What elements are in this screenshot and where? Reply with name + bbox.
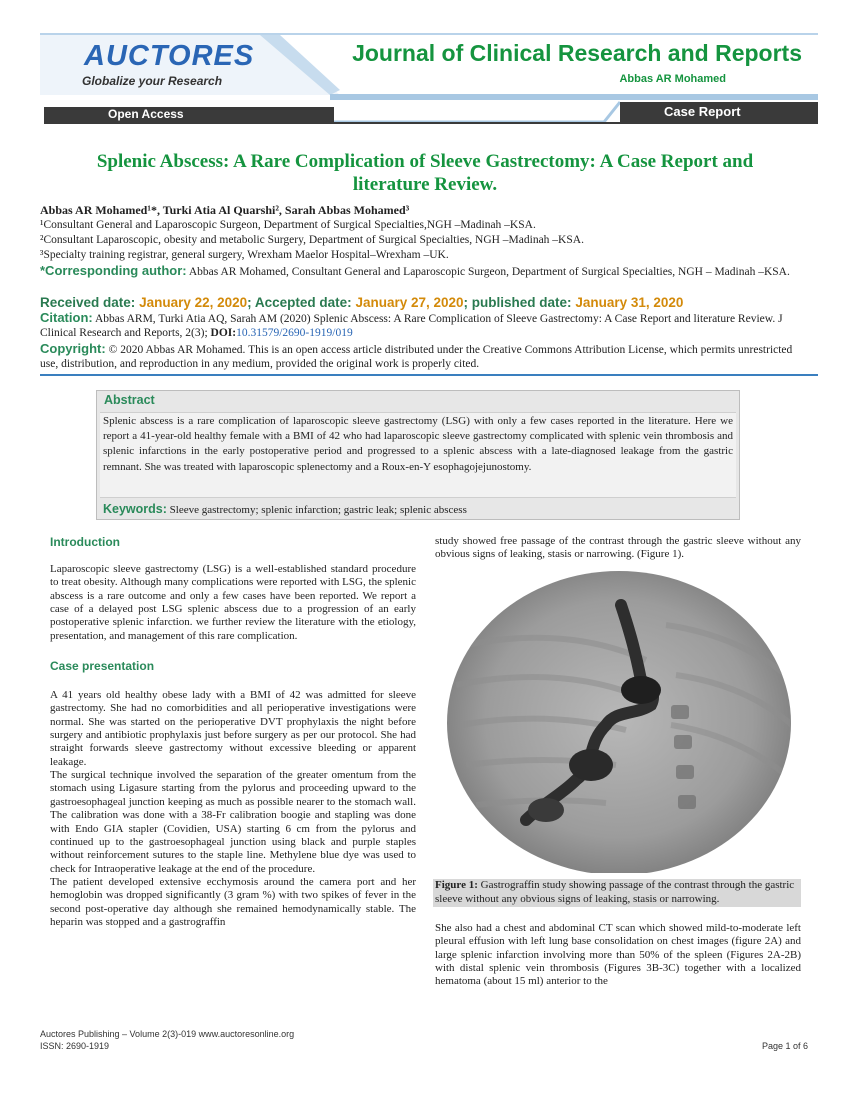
accepted-label: Accepted date: — [254, 295, 352, 310]
right-paragraph-1: study showed free passage of the contrast through the gastric sleeve without any obvious signs of leaking, stasis or narrowing. (Figure 1). — [435, 535, 801, 561]
abstract-heading: Abstract — [104, 393, 155, 407]
page-number: Page 1 of 6 — [761, 1041, 808, 1051]
footer-publisher: Auctores Publishing – Volume 2(3)-019 www.auctoresonline.org — [40, 1029, 295, 1039]
keywords-text: Sleeve gastrectomy; splenic infarction; gastric leak; splenic abscess — [169, 504, 467, 516]
copyright-label: Copyright: — [40, 341, 106, 356]
section-divider — [40, 374, 818, 376]
open-access-bar — [44, 107, 334, 122]
doi-label: DOI: — [210, 327, 237, 339]
accepted-date: January 27, 2020 — [355, 295, 464, 310]
figure-caption-label: Figure 1: — [435, 879, 478, 891]
received-label: Received date: — [40, 295, 136, 310]
published-date: January 31, 2020 — [575, 295, 684, 310]
affiliation-3: ³Specialty training registrar, general surgery, Wrexham Maelor Hospital–Wrexham –UK. — [40, 249, 449, 261]
doi-link[interactable]: 10.31579/2690-1919/019 — [236, 327, 353, 339]
right-column-continued — [435, 922, 801, 989]
header-bottom-rule — [44, 122, 818, 124]
published-label: published date: — [471, 295, 572, 310]
left-column — [50, 535, 416, 929]
introduction-heading: Introduction — [50, 535, 120, 549]
abstract-text: Splenic abscess is a rare complication of laparoscopic sleeve gastrectomy (LSG) with only a few cases reported in the literature. Here we report a 41-year-old healthy female with a BMI of 42 who had laparoscopic sleeve gastrectomy complicated with splenic vein thrombosis and splenic infarctions in the early postoperative period and progressed to a splenic abscess with a late-diagnosed leakage from the gastric remnant. She was treated with laparoscopic splenectomy and a Roux-en-Y esophagojejunostomy. — [103, 415, 733, 473]
figure-1-image — [446, 565, 792, 873]
publisher-logo: AUCTORES — [84, 40, 255, 72]
figure-1-caption — [433, 879, 801, 907]
keywords-label: Keywords: — [103, 502, 167, 516]
case-paragraph-2: The surgical technique involved the separation of the greater omentum from the stomach using Ligasure starting from the pylorus and proceeding upward to the gastroesophageal junction keeping as much as possible nearer to the stomach wall. The calibration was done with a 38-Fr calibration boogie and stapling was done with Endo GIA stapler (Covidien, USA) starting 6 cm from the pylorus and continued up to the gastroesophageal junction using black and purple staples without reinforcement sutures to the staple line. Methylene blue dye was used to check for Intraoperative leakage at the end of the procedure. — [50, 769, 416, 875]
journal-title: Journal of Clinical Research and Reports — [352, 40, 802, 66]
copyright-text: © 2020 Abbas AR Mohamed. This is an open access article distributed under the Creative Commons Attribution License, which permits unrestricted use, distribution, and reproduction in any medium, provided the original work is properly cited. — [40, 344, 793, 370]
copyright — [40, 342, 810, 371]
article-type-bar — [620, 102, 818, 122]
affiliation-1: ¹Consultant General and Laparoscopic Surgeon, Department of Surgical Specialties,NGH –Madinah –KSA. — [40, 219, 536, 231]
citation-text: Abbas ARM, Turki Atia AQ, Sarah AM (2020) Splenic Abscess: A Rare Complication of Sleeve Gastrectomy: A Case Report and literature Review. J Clinical Research and Reports, 2(3); — [40, 313, 783, 339]
bar-connector — [334, 100, 620, 124]
received-date: January 22, 2020 — [139, 295, 248, 310]
case-paragraph-1: A 41 years old healthy obese lady with a BMI of 42 was admitted for sleeve gastrectomy. She had no comorbidities and all perioperative investigations were normal. She was started on the perioperative DVT prophylaxis the night before surgery and antibiotic prophylaxis just before surgery as per our protocol. She had straight forwards sleeve gastrectomy without excessive bleeding or apparent leakage. — [50, 689, 416, 768]
right-column — [435, 535, 801, 562]
keywords — [103, 502, 467, 516]
corresponding-text: Abbas AR Mohamed, Consultant General and Laparoscopic Surgeon, Department of Surgical Specialties, NGH – Madinah –KSA. — [188, 266, 790, 278]
case-paragraph-3: The patient developed extensive ecchymosis around the camera port and her hemoglobin was dropped significantly (3 gram %) with two spikes of fever in the second post-operative day although she remained hemodynamically stable. The heparin was stopped and a gastrograffin — [50, 875, 416, 928]
running-author: Abbas AR Mohamed — [619, 73, 726, 85]
corresponding-author — [40, 264, 810, 279]
open-access-label: Open Access — [108, 107, 184, 121]
figure-caption-text: Gastrograffin study showing passage of the contrast through the gastric sleeve without any obvious signs of leaking, stasis or narrowing. — [435, 879, 795, 905]
case-heading: Case presentation — [50, 659, 155, 674]
citation-label: Citation: — [40, 310, 93, 325]
corresponding-label: *Corresponding author: — [40, 263, 187, 278]
article-type-label: Case Report — [664, 104, 741, 119]
introduction-text: Laparoscopic sleeve gastrectomy (LSG) is a well-established standard procedure to treat obesity. Although many complications were reported with LSG, the splenic abscess is a rare outcome and only a few cases have been reported. We report a case of a delayed post LSG splenic abscess due to a progression of an early postoperative splenic infarction. we further review the literature with the etiology, presentation, and management of this rare complication. — [50, 563, 416, 642]
author-list: Abbas AR Mohamed¹*, Turki Atia Al Quarshi², Sarah Abbas Mohamed³ — [40, 203, 410, 217]
logo-tagline: Globalize your Research — [82, 74, 223, 88]
affiliation-2: ²Consultant Laparoscopic, obesity and metabolic Surgery, Department of Surgical Specialties, NGH –Madinah –KSA. — [40, 234, 584, 246]
citation — [40, 311, 810, 340]
article-title: Splenic Abscess: A Rare Complication of Sleeve Gastrectomy: A Case Report and literature Review. — [96, 151, 754, 195]
dates-line: Received date: January 22, 2020; Accepted date: January 27, 2020; published date: January 31, 2020 — [40, 295, 684, 310]
right-paragraph-2: She also had a chest and abdominal CT scan which showed mild-to-moderate left pleural effusion with left lung base consolidation on chest images (figure 2A) and large splenic infarction involving more than 50% of the spleen (Figures 2A-2B) with distal splenic vein thrombosis (Figures 3B-3C) together with a localized hematoma (about 15 ml) anterior to the — [435, 922, 801, 988]
footer-issn: ISSN: 2690-1919 — [40, 1041, 110, 1051]
